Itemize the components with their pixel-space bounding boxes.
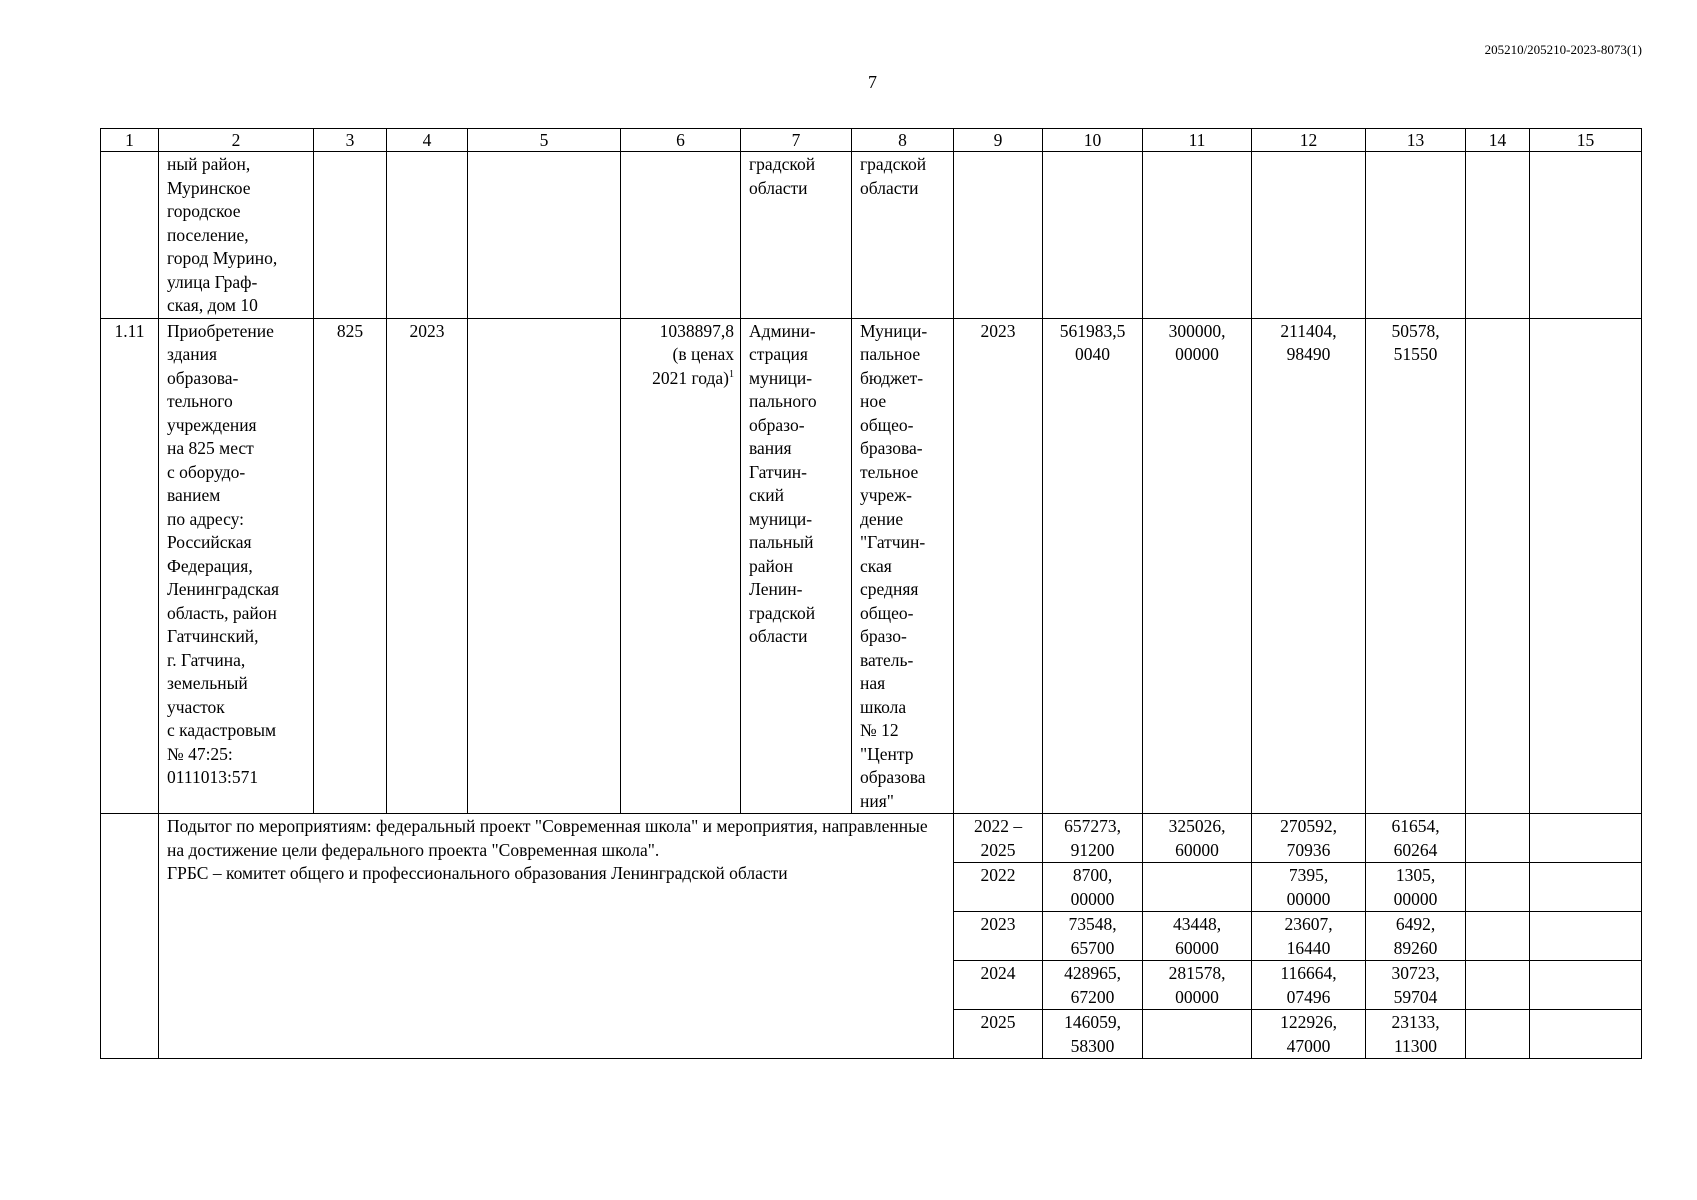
subtotal-regional: 7395, 00000 (1252, 863, 1366, 912)
subtotal-col15 (1530, 814, 1642, 863)
cell-recipient: градской области (852, 152, 954, 319)
cell-year: 2023 (387, 318, 468, 814)
column-number-row (101, 129, 1642, 152)
cell-cost (621, 318, 741, 814)
table-row (101, 152, 1642, 319)
column-number: 14 (1466, 129, 1530, 152)
subtotal-total: 8700, 00000 (1043, 863, 1143, 912)
subtotal-regional: 270592, 70936 (1252, 814, 1366, 863)
program-table (100, 128, 1642, 1059)
column-number: 3 (314, 129, 387, 152)
cell-col14 (1466, 318, 1530, 814)
cell-capacity: 825 (314, 318, 387, 814)
subtotal-label: Подытог по мероприятиям: федеральный проект "Современная школа" и мероприятия, направленные на достижение цели федерального проекта "Современная школа". ГРБС – комитет общего и профессионального образования Ленинградской области (159, 814, 954, 1059)
subtotal-federal: 43448, 60000 (1143, 912, 1252, 961)
cell-col15 (1530, 152, 1642, 319)
subtotal-local: 23133, 11300 (1366, 1010, 1466, 1059)
table-row (101, 318, 1642, 814)
subtotal-regional: 23607, 16440 (1252, 912, 1366, 961)
subtotal-federal: 325026, 60000 (1143, 814, 1252, 863)
subtotal-year: 2022 (954, 863, 1043, 912)
subtotal-total: 428965, 67200 (1043, 961, 1143, 1010)
cell-period: 2023 (954, 318, 1043, 814)
subtotal-col15 (1530, 961, 1642, 1010)
column-number: 4 (387, 129, 468, 152)
subtotal-year: 2025 (954, 1010, 1043, 1059)
cell-period (954, 152, 1043, 319)
column-number: 6 (621, 129, 741, 152)
cell-customer: Админи- страция муници- пального образо- вания Гатчин- ский муници- пальный район Ленин- градской области (741, 318, 852, 814)
cell-regional (1252, 152, 1366, 319)
column-number: 5 (468, 129, 621, 152)
cell-cost (621, 152, 741, 319)
subtotal-col14 (1466, 961, 1530, 1010)
subtotal-local: 1305, 00000 (1366, 863, 1466, 912)
document-id: 205210/205210-2023-8073(1) (1484, 42, 1642, 57)
subtotal-year: 2022 – 2025 (954, 814, 1043, 863)
subtotal-federal (1143, 1010, 1252, 1059)
subtotal-col15 (1530, 912, 1642, 961)
subtotal-col14 (1466, 814, 1530, 863)
subtotal-local: 30723, 59704 (1366, 961, 1466, 1010)
cell-year (387, 152, 468, 319)
subtotal-col14 (1466, 1010, 1530, 1059)
column-number: 8 (852, 129, 954, 152)
cell-capacity (314, 152, 387, 319)
column-number: 12 (1252, 129, 1366, 152)
cell-number (101, 152, 159, 319)
subtotal-regional: 122926, 47000 (1252, 1010, 1366, 1059)
cell-customer: градской области (741, 152, 852, 319)
subtotal-col15 (1530, 863, 1642, 912)
subtotal-year: 2024 (954, 961, 1043, 1010)
footnote-marker: 1 (729, 368, 734, 380)
column-number: 9 (954, 129, 1043, 152)
subtotal-total: 73548, 65700 (1043, 912, 1143, 961)
cost-text: 1038897,8 (в ценах 2021 года) (652, 320, 734, 388)
cell-federal (1143, 152, 1252, 319)
subtotal-federal: 281578, 00000 (1143, 961, 1252, 1010)
subtotal-local: 61654, 60264 (1366, 814, 1466, 863)
cell-col15 (1530, 318, 1642, 814)
subtotal-row (101, 814, 1642, 863)
subtotal-col14 (1466, 863, 1530, 912)
subtotal-total: 657273, 91200 (1043, 814, 1143, 863)
column-number: 1 (101, 129, 159, 152)
column-number: 10 (1043, 129, 1143, 152)
subtotal-number-cell (101, 814, 159, 1059)
subtotal-local: 6492, 89260 (1366, 912, 1466, 961)
subtotal-total: 146059, 58300 (1043, 1010, 1143, 1059)
cell-col5 (468, 318, 621, 814)
cell-description: ный район, Муринское городское поселение, город Мурино, улица Граф- ская, дом 10 (159, 152, 314, 319)
cell-col5 (468, 152, 621, 319)
cell-total: 561983,5 0040 (1043, 318, 1143, 814)
subtotal-federal (1143, 863, 1252, 912)
cell-description: Приобретение здания образова- тельного учреждения на 825 мест с оборудо- ванием по адресу: Российская Федерация, Ленинградская область, район Гатчинский, г. Гатчина, земельный участок с кадастровым № 47:25: 0111013:571 (159, 318, 314, 814)
column-number: 7 (741, 129, 852, 152)
cell-local: 50578, 51550 (1366, 318, 1466, 814)
cell-col14 (1466, 152, 1530, 319)
column-number: 13 (1366, 129, 1466, 152)
page-number: 7 (868, 72, 877, 92)
cell-regional: 211404, 98490 (1252, 318, 1366, 814)
cell-local (1366, 152, 1466, 319)
subtotal-year: 2023 (954, 912, 1043, 961)
column-number: 15 (1530, 129, 1642, 152)
cell-federal: 300000, 00000 (1143, 318, 1252, 814)
column-number: 11 (1143, 129, 1252, 152)
subtotal-col15 (1530, 1010, 1642, 1059)
cell-recipient: Муници- пальное бюджет- ное общео- бразова- тельное учреж- дение "Гатчин- ская средняя общео- бразо- ватель- ная школа № 12 "Центр образова ния" (852, 318, 954, 814)
subtotal-col14 (1466, 912, 1530, 961)
subtotal-regional: 116664, 07496 (1252, 961, 1366, 1010)
cell-number: 1.11 (101, 318, 159, 814)
cell-total (1043, 152, 1143, 319)
column-number: 2 (159, 129, 314, 152)
